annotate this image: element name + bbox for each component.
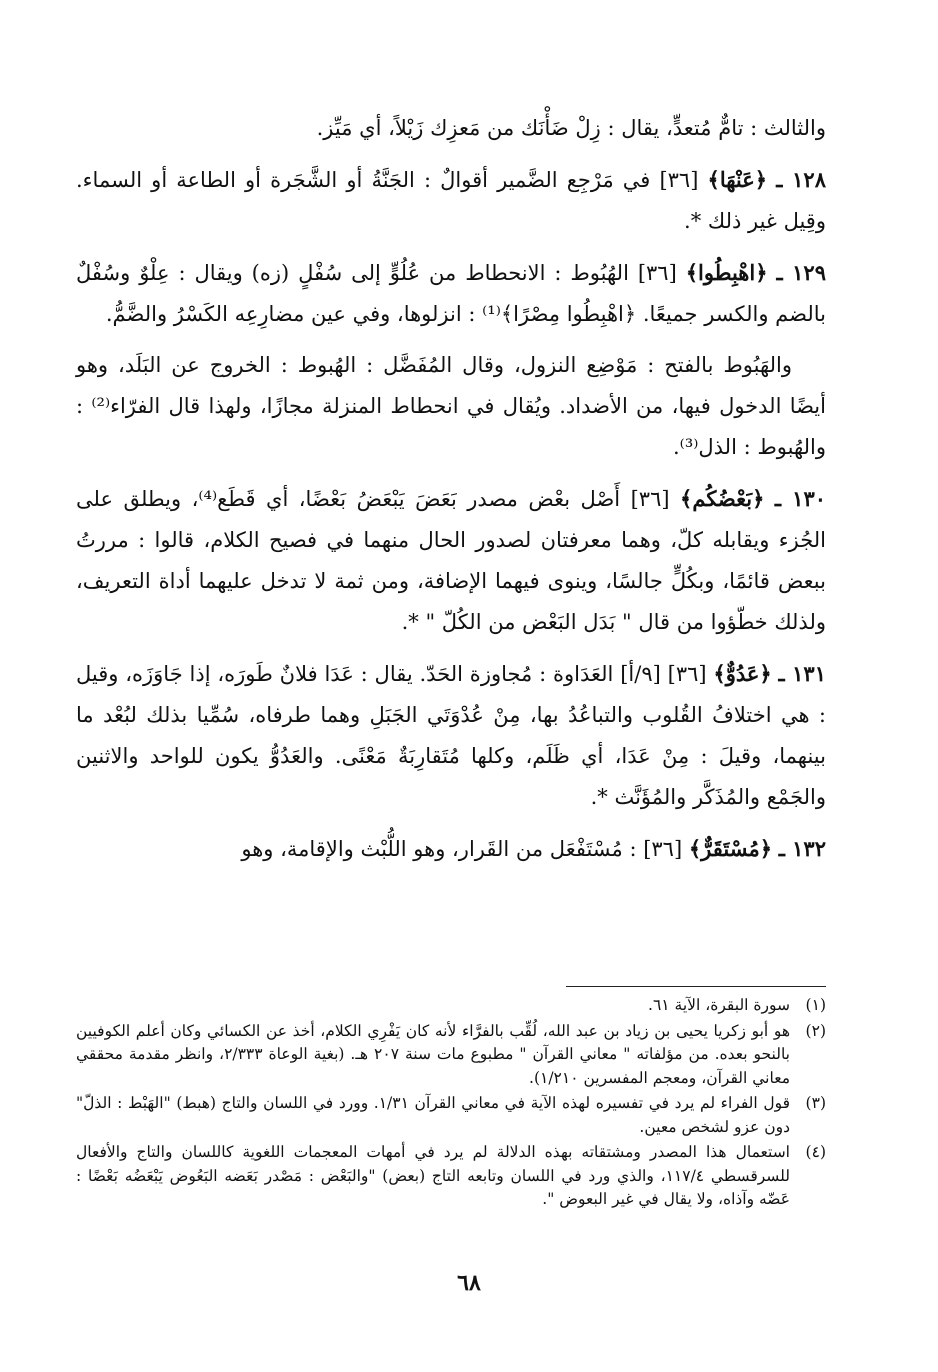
entry-129 bbox=[76, 252, 826, 335]
paragraph-third bbox=[76, 108, 826, 149]
footnote-number: (٢) bbox=[805, 1021, 826, 1040]
entry-132 bbox=[76, 828, 826, 870]
main-text bbox=[76, 108, 826, 870]
footnote-text: هو أبو زكريا يحيى بن زياد بن عبد الله، لُقِّب بالفرَّاء لأنه كان يَفْرِي الكلام، أخذ عن الكسائي وكان أعلم الكوفيين بالنحو بعده. من مؤلفاته " معاني القرآن " مطبوع مات سنة ٢٠٧ هـ. (بغية الوعاة ٢/٣٣٣، وانظر مقدمة محققي معاني القرآن، ومعجم المفسرين ١/٢١٠). bbox=[76, 1021, 790, 1087]
entry-headword: ﴿مُسْتَقَرٌّ﴾ bbox=[688, 836, 772, 861]
entry-128 bbox=[76, 159, 826, 242]
entry-headword: ﴿بَعْضُكُم﴾ bbox=[680, 486, 765, 511]
footnote-text: سورة البقرة، الآية ٦١. bbox=[648, 996, 790, 1014]
entry-number: ١٣٠ ـ bbox=[774, 486, 827, 511]
footnote-text: قول الفراء لم يرد في تفسيره لهذه الآية في معاني القرآن ١/٣١. وورد في اللسان والتاج (هبط) "الهَبْط : الذلّ" دون عزو لشخص معين. bbox=[76, 1094, 791, 1136]
page-number: ٦٨ bbox=[457, 1270, 481, 1296]
entry-text: [٣٦] الهُبُوط : الانحطاط من عُلُوٍّ إلى سُفْلٍ (زه) ويقال : عِلْوٌ وسُفْلٌ بالضم والكسر جميعًا. ﴿اهْبِطُوا مِصْرًا﴾⁽¹⁾ : انزلوها، وفي عين مضارِعِه الكَسْرُ والضَّمُّ. bbox=[76, 261, 826, 326]
entry-text: [٣٦] [٩/أ] العَدَاوة : مُجاوزة الحَدّ. يقال : عَدَا فلانٌ طَورَه، إذا جَاوَزَه، وقيل : هي اختلافُ القُلوب والتباعُدُ بها، مِنْ عُدْوَتَي الجَبَلِ وهما طرفاه، سُمِّيا بذلك لبُعْد ما بينهما، وقيلَ : مِنْ عَدَا، أي ظَلَم، وكلها مُتَقارِبَةٌ مَعْنًى. والعَدُوُّ يكون للواحد والاثنين والجَمْع والمُذَكَّر والمُؤَنَّث *. bbox=[76, 662, 826, 809]
footnote-number: (١) bbox=[805, 996, 826, 1014]
entry-131 bbox=[76, 653, 826, 818]
paragraph-text: والهَبُوط بالفتح : مَوْضِع النزول، وقال المُفَضَّل : الهُبوط : الخروج عن البَلَد، وهو أيضًا الدخول فيها، من الأضداد. ويُقال في انحطاط المنزلة مجازًا، ولهذا قال الفرّاء⁽²⁾ : والهُبوط : الذل⁽³⁾. bbox=[76, 353, 826, 459]
entry-number: ١٢٩ ـ bbox=[776, 260, 826, 285]
footnote-4 bbox=[76, 1141, 826, 1212]
footnote-2 bbox=[76, 1020, 826, 1091]
entry-number: ١٣١ ـ bbox=[778, 661, 826, 686]
footnote-number: (٤) bbox=[805, 1143, 826, 1161]
paragraph-text: والثالث : تامٌّ مُتعدٍّ، يقال : زِلْ ضَأْنَك من مَعزِك زَيْلاً، أي مَيِّز. bbox=[316, 116, 826, 140]
entry-headword: ﴿عَدُوٌّ﴾ bbox=[713, 661, 772, 686]
entry-text: [٣٦] : مُسْتَفْعَل من القَرار، وهو اللُّبْث والإقامة، وهو bbox=[241, 837, 683, 861]
entry-number: ١٣٢ ـ bbox=[778, 836, 826, 861]
entry-text: [٣٦] أَصْل بعْض مصدر بَعَضَ يَبْعَضُ بَعْضًا، أي قَطَع⁽⁴⁾، ويطلق على الجُزء ويقابله كلّ، وهما معرفتان لصدور الحال منهما في فصيح الكلام، قالوا : مررتُ ببعض قائمًا، وبكُلٍّ جالسًا، وينوى فيهما الإضافة، ومن ثمة لا تدخل عليهما أداة التعريف، ولذلك خطّؤوا من قال " بَدَل البَعْض من الكُلّ " *. bbox=[76, 487, 826, 634]
entry-text: [٣٦] في مَرْجِع الضَّمير أقوالٌ : الجَنَّةُ أو الشَّجَرة أو الطاعة أو السماء. وقِيل غير ذلك *. bbox=[76, 168, 826, 233]
entry-headword: ﴿اهْبِطُوا﴾ bbox=[685, 260, 768, 285]
footnote-1 bbox=[76, 994, 826, 1018]
entry-number: ١٢٨ ـ bbox=[776, 167, 826, 192]
entry-headword: ﴿عَنْهَا﴾ bbox=[707, 167, 768, 192]
footnote-divider bbox=[566, 986, 826, 987]
entry-130 bbox=[76, 478, 826, 643]
footnote-number: (٣) bbox=[805, 1094, 826, 1112]
entry-129-continuation bbox=[76, 345, 826, 468]
footnote-3 bbox=[76, 1092, 826, 1139]
footnote-text: استعمال هذا المصدر ومشتقاته بهذه الدلالة لم يرد في أمهات المعجمات اللغوية كاللسان والتاج والأفعال للسرقسطي ١١٧/٤، والذي ورد في اللسان وتابعه التاج (بعض) "والبَعْض : مَصْدر بَعَضه البَعُوض يَبْعَضُه بَعْضًا : عَضّه وآذاه، ولا يقال في غير البعوض ". bbox=[76, 1143, 790, 1208]
footnotes bbox=[76, 994, 826, 1214]
